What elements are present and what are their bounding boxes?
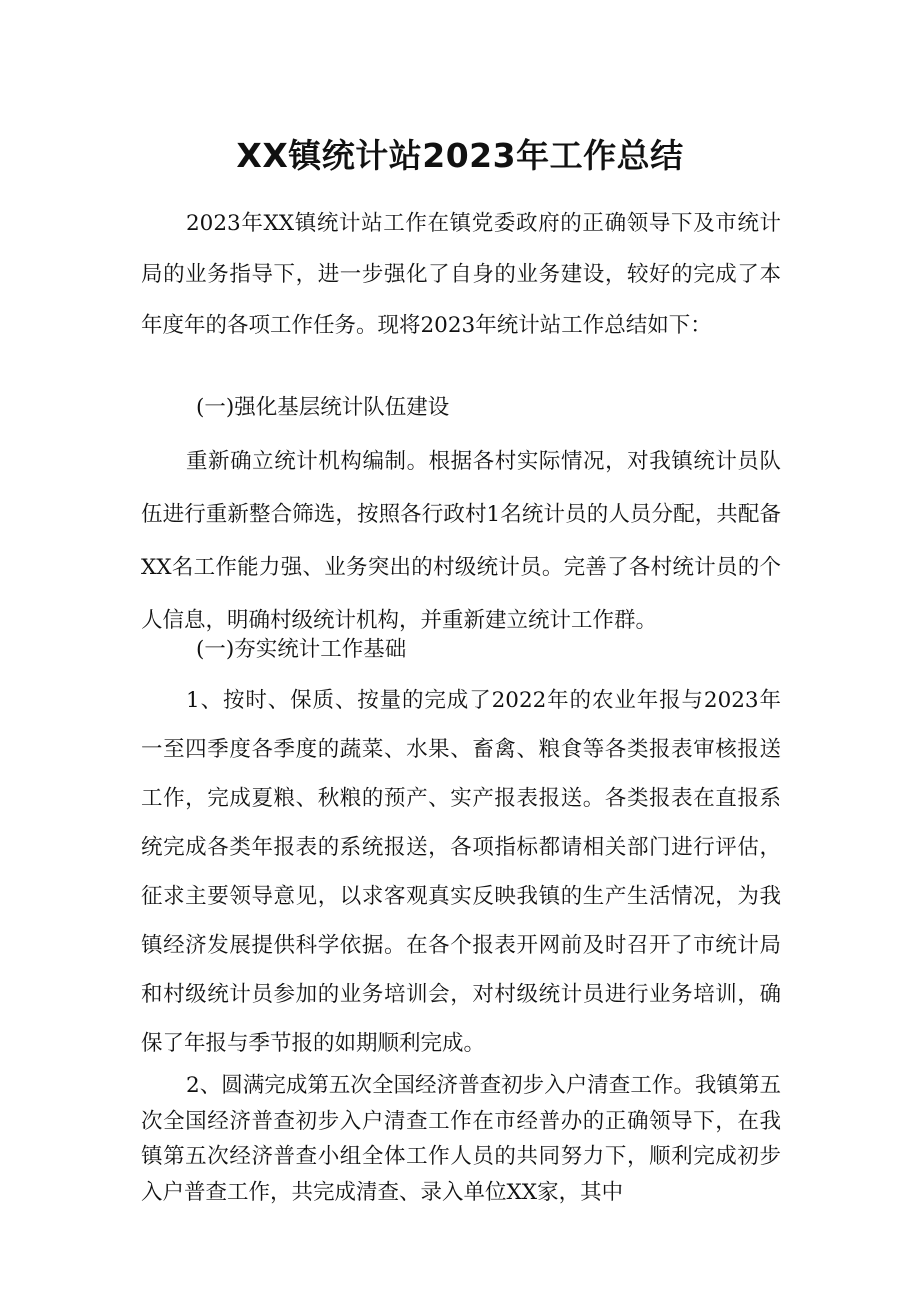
document-title: XX镇统计站2023年工作总结 [236,136,684,175]
report-paragraph: 1、按时、保质、按量的完成了2022年的农业年报与2023年一至四季度各季度的蔬菜、水果、畜禽、粮食等各类报表审核报送工作，完成夏粮、秋粮的预产、实产报表报送。各类报表在直报系统完成各类年报表的系统报送，各项指标都请相关部门进行评估，征求主要领导意见，以求客观真实反映我镇的生产生活情况，为我镇经济发展提供科学依据。在各个报表开网前及时召开了市统计局和村级统计员参加的业务培训会，对村级统计员进行业务培训，确保了年报与季节报的如期顺利完成。 [141,688,781,1056]
team-paragraph: 重新确立统计机构编制。根据各村实际情况，对我镇统计员队伍进行重新整合筛选，按照各行政村1名统计员的人员分配，共配备XX名工作能力强、业务突出的村级统计员。完善了各村统计员的个人信息，明确村级统计机构，并重新建立统计工作群。 [141,449,781,633]
census-paragraph: 2、圆满完成第五次全国经济普查初步入户清查工作。我镇第五次全国经济普查初步入户清查工作在市经普办的正确领导下，在我镇第五次经济普查小组全体工作人员的共同努力下，顺利完成初步入户普查工作，共完成清查、录入单位XX家，其中 [141,1073,781,1205]
section-heading-foundation: (一)夯实统计工作基础 [196,637,407,662]
intro-paragraph: 2023年XX镇统计站工作在镇党委政府的正确领导下及市统计局的业务指导下，进一步强化了自身的业务建设，较好的完成了本年度年的各项工作任务。现将2023年统计站工作总结如下： [141,211,781,338]
section-heading-team: (一)强化基层统计队伍建设 [196,395,450,420]
